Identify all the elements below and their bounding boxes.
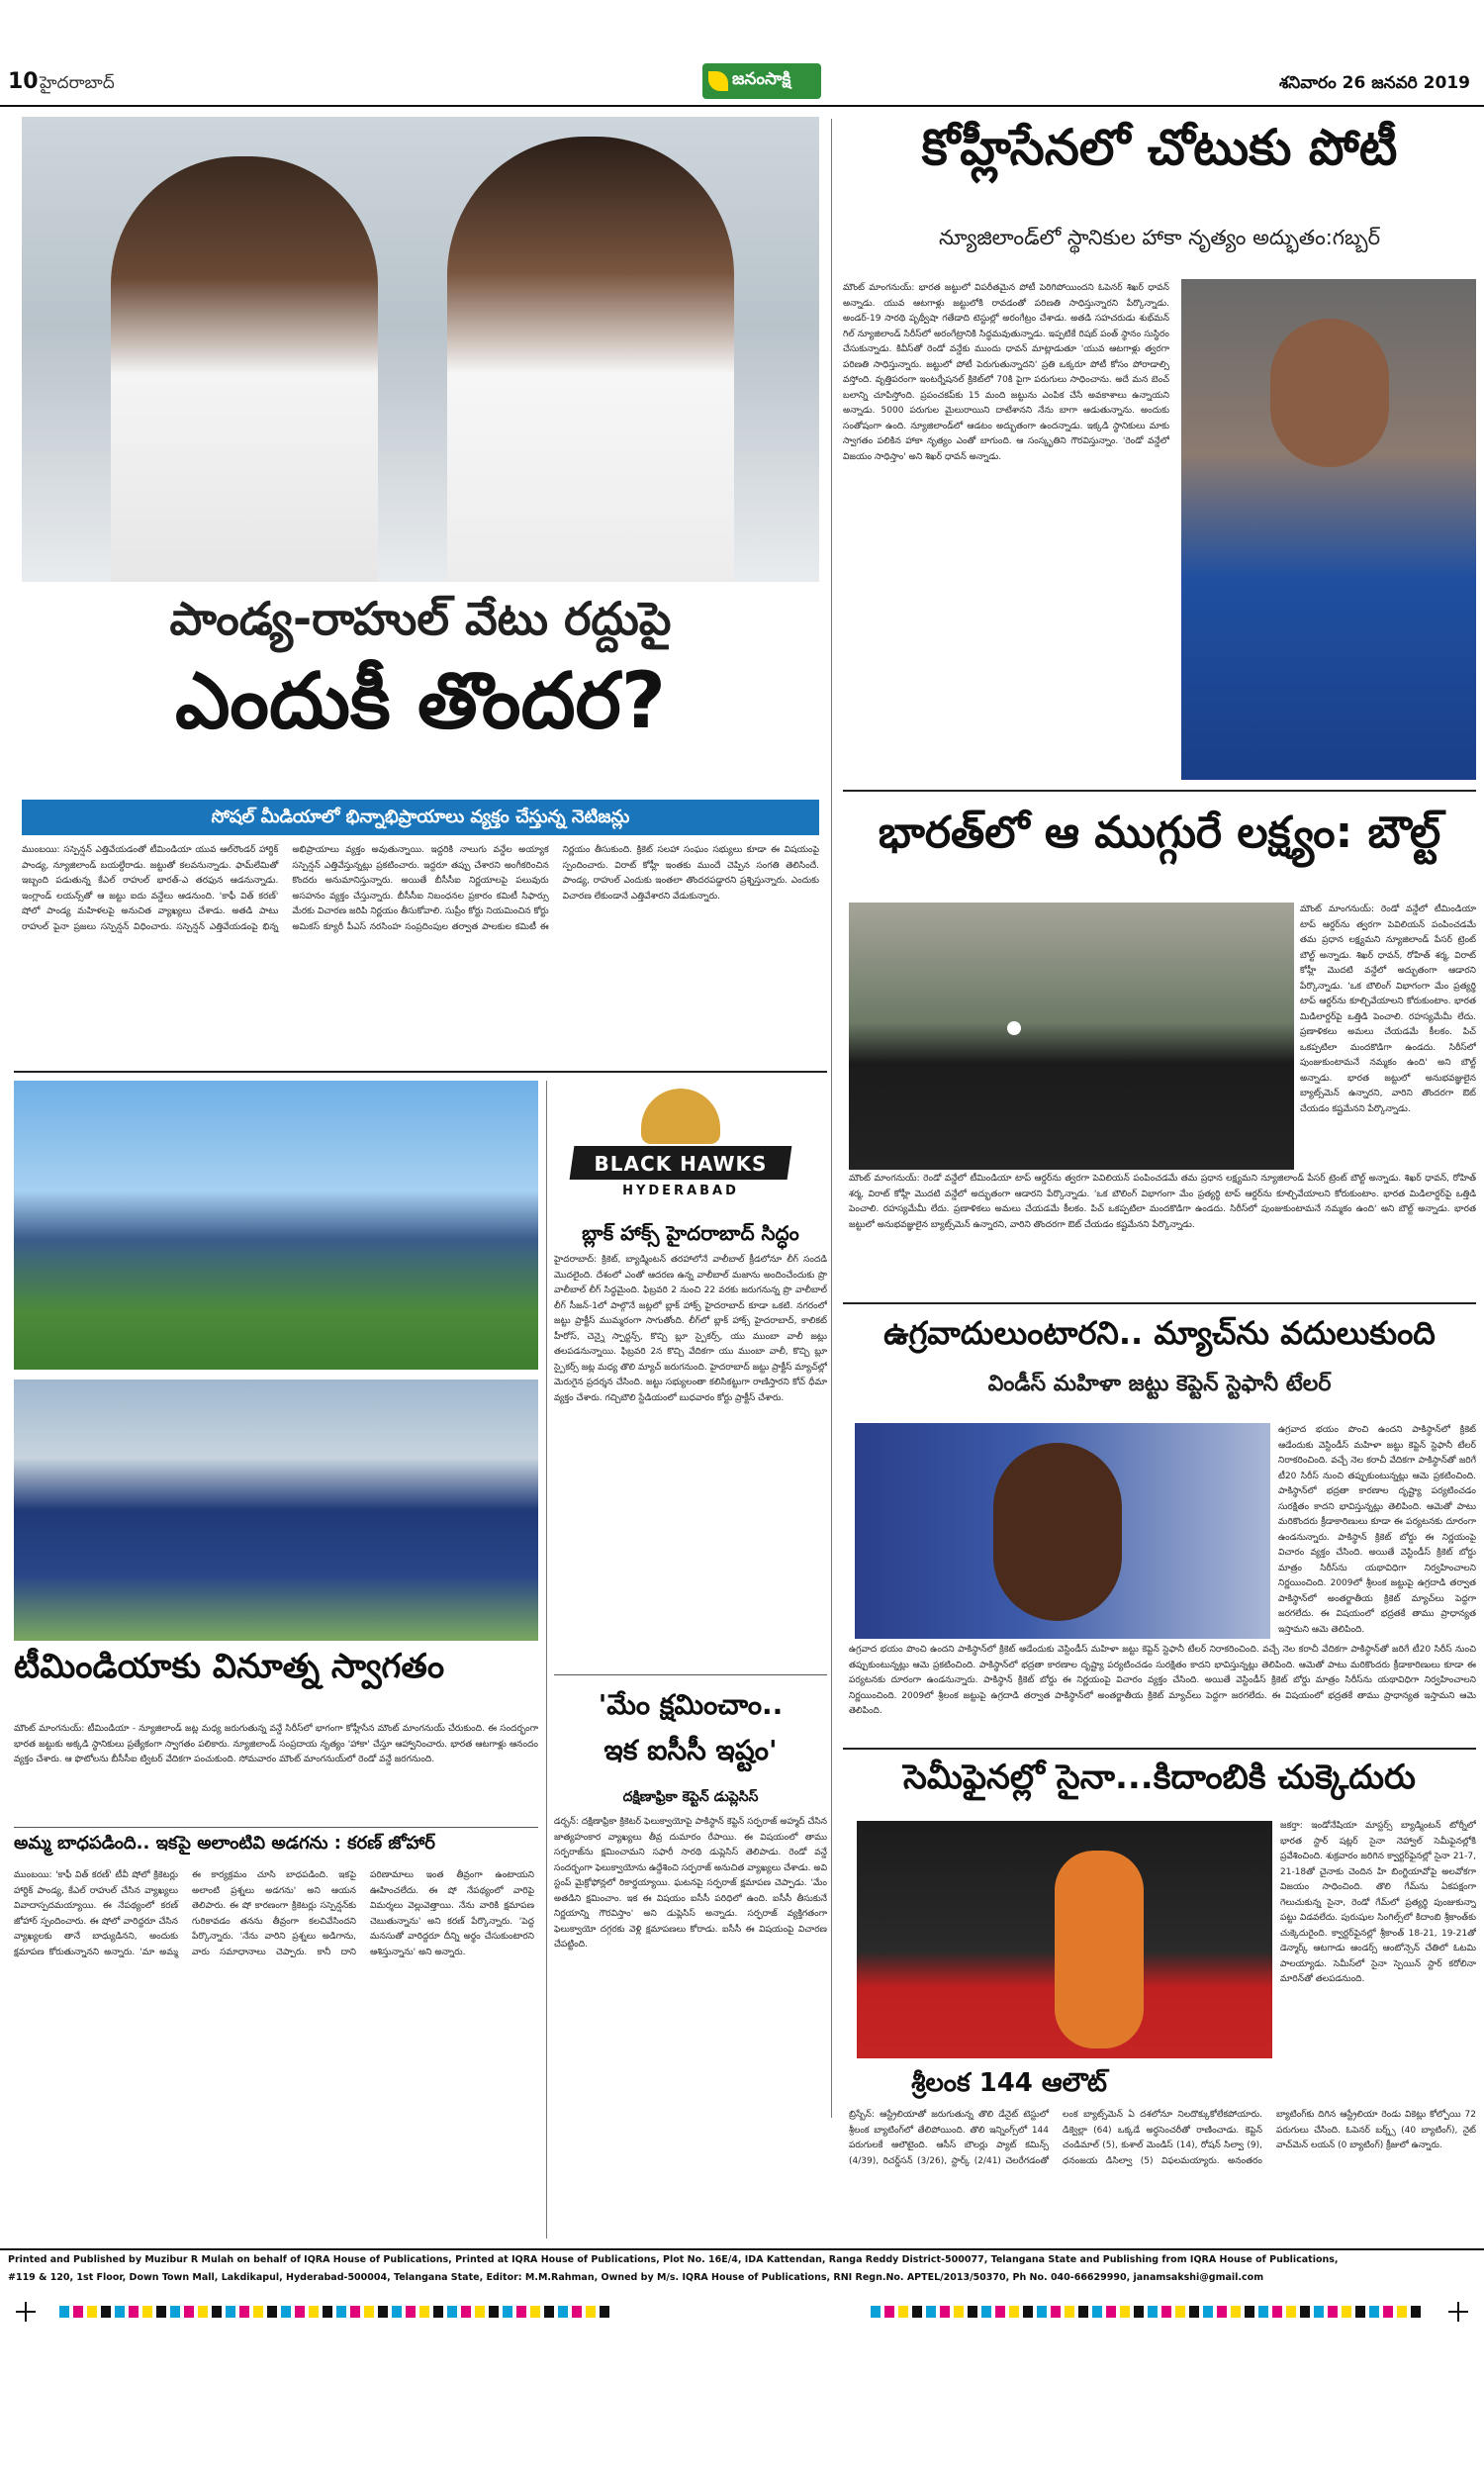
karan-headline: అమ్మ బాధపడింది.. ఇకపై అలాంటివి అడగను : కరణ్ జోహార్ — [14, 1833, 435, 1854]
srilanka-headline: శ్రీలంక 144 ఆలౌట్ — [911, 2068, 1107, 2098]
masthead-rule — [0, 105, 1484, 107]
rule-dhawan — [843, 790, 1476, 792]
boult-photo — [849, 903, 1294, 1170]
ball-icon — [1007, 1021, 1021, 1035]
crosshair-right-icon — [1448, 2302, 1468, 2322]
masthead-logo — [702, 63, 821, 99]
pandya-rahul-photo — [22, 117, 819, 582]
masthead-date: శనివారం 26 జనవరి 2019 — [1278, 73, 1470, 93]
black-hawks-body: హైదరాబాద్: క్రికెట్, బ్యాడ్మింటన్ తరహాలోనే వాలీబాల్ క్రీడలోనూ లీగ్ సందడి మొదలైంది. దేశంలో ఎంతో ఆదరణ ఉన్న వాలీబాల్ మజాను అందించేందుకు ప్రొ వాలీబాల్ లీగ్ సిద్ధమైంది. ఫిబ్రవరి 2 నుంచి 22 వరకు జరుగనున్న ప్రొ వాలీబాల్ లీగ్ సీజన్-1లో పాల్గొనే జట్లలో బ్లాక్ హాక్స్ హైదరాబాద్ కూడా ఒకటి. నగరంలో జట్టు ప్రాక్టీస్ ముమ్మరంగా సాగుతోంది. లీగ్‌లో బ్లాక్ హాక్స్ హైదరాబాద్, కాలికట్ హీరోస్, చెన్నై స్పార్టన్స్, కొచ్చి బ్లూ స్పైకర్స్, యు ముంబా వాలీ జట్లు తలపడనున్నాయి. ఫిబ్రవరి 2న కొచ్చి వేదికగా యు ముంబా వాలీ, కొచ్చి బ్లూ స్పైకర్స్ జట్ల మధ్య తొలి మ్యాచ్ జరుగనుంది. హైదరాబాద్ జట్టు ప్రాక్టీస్ మ్యాచ్‌ల్లో మెరుగైన ప్రదర్శన చేసింది. జట్టు సభ్యులంతా కలిసికట్టుగా రాణిస్తారని కోచ్ ధీమా వ్యక్తం చేశారు. గచ్చిబౌలి స్టేడియంలో బుధవారం కోర్టు ప్రాక్టీస్ చేశారు. — [554, 1255, 827, 1403]
person-left — [111, 156, 378, 582]
dhawan-headline: కోహ్లీసేనలో చోటుకు పోటీ — [921, 119, 1398, 176]
paper-name: జనంసాక్షి — [732, 69, 791, 89]
saina-figure — [1055, 1851, 1144, 2048]
srilanka-body: బ్రిస్బేన్: ఆస్ట్రేలియాతో జరుగుతున్న తొలి డేనైట్ టెస్టులో శ్రీలంక బ్యాటింగ్‌లో తేలిపోయింది. తొలి ఇన్నింగ్స్‌లో 144 పరుగులకే ఆలౌటైంది. ఆసీస్ బౌలర్లు ప్యాట్ కమిన్స్ (4/39), రిచర్డ్‌సన్ (3/26), స్టార్క్ (2/41) చెలరేగడంతో లంక బ్యాట్స్‌మెన్ ఏ దశలోనూ నిలదొక్కుకోలేకపోయారు. డిక్వెల్లా (64) ఒక్కడే అర్ధసెంచరీతో రాణించాడు. కెప్టెన్ చండిమాల్ (5), కుశాల్ మెండిస్ (14), రోషన్ సిల్వా (9), ధనంజయ డిసిల్వా (5) విఫలమయ్యారు. అనంతరం బ్యాటింగ్‌కు దిగిన ఆస్ట్రేలియా రెండు వికెట్లు కోల్పోయి 72 పరుగులు చేసింది. ఓపెనర్ బర్న్స్ (40 బ్యాటింగ్), నైట్ వాచ్‌మెన్ లయన్ (0 బ్యాటింగ్) క్రీజులో ఉన్నారు. — [849, 2110, 1476, 2166]
saina-photo — [857, 1821, 1272, 2058]
stafanie-body-bottom: ఉగ్రవాద భయం పొంచి ఉందని పాకిస్థాన్‌లో క్రికెట్ ఆడేందుకు వెస్టిండీస్ మహిళా జట్టు కెప్టెన్ స్టెఫానీ టేలర్ నిరాకరించింది. వచ్చే నెల కరాచీ వేదికగా పాకిస్థాన్‌తో జరిగే టీ20 సిరీస్ నుంచి తప్పుకుంటున్నట్లు ఆమె ప్రకటించింది. పాకిస్థాన్‌లో భద్రతా కారణాల దృష్ట్యా పర్యటించడం సురక్షితం కాదని భావిస్తున్నట్లు తెలిపింది. ఆమెతో పాటు మరికొందరు క్రీడాకారిణులు కూడా ఈ పర్యటనకు దూరంగా ఉండనున్నారు. పాకిస్థాన్ క్రికెట్ బోర్డు ఈ నిర్ణయంపై విచారం వ్యక్తం చేసింది. అయితే వెస్టిండీస్ క్రికెట్ బోర్డు మాత్రం సిరీస్‌ను యథావిధిగా నిర్వహించాలని నిర్ణయించింది. 2009లో శ్రీలంక జట్టుపై ఉగ్రదాడి తర్వాత పాకిస్థాన్‌లో అంతర్జాతీయ క్రికెట్ మ్యాచ్‌లు పెద్దగా జరగలేదు. ఈ విషయంలో భద్రతకే తాము ప్రాధాన్యత ఇస్తామని ఆమె తెలిపింది. — [849, 1645, 1476, 1716]
middle-divider — [546, 1081, 547, 2238]
boult-body-side: మౌంట్ మాంగనుయ్: రెండో వన్డేలో టీమిండియా టాప్ ఆర్డర్‌ను త్వరగా పెవిలియన్ పంపించడమే తమ ప్రధాన లక్ష్యమని న్యూజిలాండ్ పేసర్ ట్రెంట్ బౌల్ట్ అన్నాడు. శిఖర్ ధావన్, రోహిత్ శర్మ, విరాట్ కోహ్లీ మొదటి వన్డేలో అద్భుతంగా ఆడారని పేర్కొన్నాడు. 'ఒక బౌలింగ్ విభాగంగా మేం ప్రత్యర్థి టాప్ ఆర్డర్‌ను కూల్చివేయాలని కోరుకుంటాం. భారత మిడిలార్డర్‌పై ఒత్తిడి పెంచాలి. రహస్యమేమీ లేదు. ప్రణాళికలు అమలు చేయడమే కీలకం. పిచ్ ఒకప్పటిలా మందకొడిగా ఉండదు. సిరీస్‌లో పుంజుకుంటామనే నమ్మకం ఉంది' అని బౌల్ట్ అన్నాడు. భారత జట్టులో అనుభవజ్ఞులైన బ్యాట్స్‌మెన్ ఉన్నారని, వారిని తొందరగా ఔట్ చేయడం కష్టమేనని పేర్కొన్నాడు. — [1300, 904, 1476, 1114]
masthead-city: హైదరాబాద్ — [40, 73, 115, 93]
pandya-headline-line2: ఎందుకీ తొందర? — [174, 657, 667, 746]
stafanie-subhead: విండీస్ మహిళా జట్టు కెప్టెన్ స్టెఫానీ టేలర్ — [987, 1372, 1332, 1396]
logo-text: BLACK HAWKS — [594, 1152, 768, 1176]
haka-photo — [14, 1081, 538, 1370]
rule-hawks — [554, 1674, 827, 1675]
person-right — [447, 137, 734, 582]
dhawan-head — [1270, 319, 1389, 467]
footer-imprint-2: #119 & 120, 1st Floor, Down Town Mall, Lakdikapul, Hyderabad-500004, Telangana State, Editor: M.M.Rahman, Owned by M/s. IQRA House of Publications, RNI Regn.No. APTEL/2013/50370, Ph No. 040-66629990, janamsakshi@gmail.com — [8, 2272, 1264, 2283]
rule-haka — [14, 1827, 538, 1828]
pandya-body: ముంబయి: సస్పెన్షన్ ఎత్తివేయడంతో టీమిండియా యువ ఆల్‌రౌండర్ హార్దిక్ పాండ్య, న్యూజిలాండ్ బయల్దేరాడు. జట్టుతో కలవనున్నాడు. ఫామ్‌లేమితో ఇబ్బంది పడుతున్న కేఎల్ రాహుల్ భారత్-ఎ తరఫున ఆడనున్నాడు. ఇంగ్లాండ్ లయన్స్‌తో ఆ జట్టు ఐదు వన్డేలు ఆడనుంది. 'కాఫీ విత్ కరణ్' షోలో పాండ్య మహిళలపై అనుచిత వ్యాఖ్యలు చేశాడు. అతడి పాటు రాహుల్ పైనా ప్రజలు సస్పెన్షన్ విధించారు. సస్పెన్షన్ ఎత్తివేయడంపై భిన్న అభిప్రాయాలు వ్యక్తం అవుతున్నాయి. ఇద్దరికి నాలుగు వన్డేల అయ్యాక సస్పెన్షన్ ఎత్తివేస్తున్నట్లు ప్రకటించారు. ఇద్దరూ తప్పు చేశారని అంగీకరించిన కొందరు అనుమానిస్తున్నారు. అయితే బీసీసీఐ నిర్ణయాలపై పలువురు అసహనం వ్యక్తం చేస్తున్నారు. బీసీసీఐ నిబంధనల ప్రకారం కమిటీ సిఫార్సు మేరకు విచారణ జరిపి నిర్ణయం తీసుకోవాలి. సుప్రీం కోర్టు నియమించిన కోర్టు అమికస్ క్యూరీ పీఎస్ నరసింహ సంప్రదింపుల తర్వాత పాలకుల కమిటీ ఈ నిర్ణయం తీసుకుంది. క్రికెట్ సలహా సంఘం సభ్యులు కూడా ఈ విషయంపై స్పందించారు. విరాట్ కోహ్లీ ఇంతకు ముందే చెప్పిన సంగతి తెలిసిందే. పాండ్య, రాహుల్ ఎందుకు ఇంతలా తొందరపడ్డారని ప్రశ్నిస్తున్నారు. ఎందుకు విచారణ లేకుండానే ఎత్తివేశారని వేడుకున్నారు. — [22, 845, 819, 932]
masthead — [0, 61, 1484, 109]
footer-imprint-1: Printed and Published by Muzibur R Mulah on behalf of IQRA House of Publications, Printed at IQRA House of Publications, Plot No. 16E/4, IDA Kattendan, Ranga Reddy District-500077, Telangana State and Publishing from IQRA House of Publications, — [8, 2254, 1339, 2265]
duplessis-subhead: దక్షిణాఫ్రికా కెప్టెన్ డుప్లెసిస్ — [622, 1789, 759, 1805]
color-dots-right — [871, 2306, 1425, 2318]
footer-rule — [0, 2248, 1484, 2250]
dhawan-body: మౌంట్ మాంగనుయ్: భారత జట్టులో విపరీతమైన పోటీ పెరిగిపోయిందని ఓపెనర్ శిఖర్ ధావన్ అన్నాడు. యువ ఆటగాళ్లు జట్టులోకి రావడంతో పరిణతి సాధిస్తున్నారని పేర్కొన్నాడు. అండర్-19 సారథి పృథ్వీషా గతేడాది టెస్టుల్లో అరంగేట్రం చేశాడు. అతడి సహచరుడు శుభ్‌మన్ గిల్ న్యూజిలాండ్ సిరీస్‌లో అరంగేట్రానికి సిద్ధమవుతున్నాడు. ఇప్పటికే రిషబ్ పంత్ స్థానం సుస్థిరం చేసుకున్నాడు. కివీస్‌తో రెండో వన్డేకు ముందు ధావన్ మాట్లాడుతూ 'యువ ఆటగాళ్లు త్వరగా పరిణతి సాధిస్తున్నారు. జట్టులో పోటీ పెరుగుతున్నాదని' ప్రతి ఒక్కరూ పోటీ కోసం పోరాడాల్సి వస్తోంది. వృత్తిపరంగా ఇంటర్నేషనల్ క్రికెట్‌లో 70కి పైగా పరుగులు సాధించాను. అదే మన బెంచ్ బలాన్ని చూపిస్తోంది. ప్రపంచకప్‌కు 15 మంది జట్టును ఎంపిక చేసే అవకాశాలు ఉన్నాయని అన్నాడు. 5000 పరుగుల మైలురాయిని దాటేశానని నేను బాగా ఆడుతున్నాను. అందుకు సంతోషంగా ఉంది. న్యూజిలాండ్‌లో ఆడటం అద్భుతంగా ఉందన్నాడు. ఇక్కడి స్థానికులు మాకు స్వాగతం పలికిన హాకా నృత్యం ఎంతో బాగుంది. ఆ సంస్కృతిని గౌరవిస్తున్నాం. 'రెండో వన్డేలో విజయం సాధిస్తాం' అని శిఖర్ ధావన్ అన్నాడు. — [843, 283, 1169, 462]
column-divider — [831, 119, 832, 2118]
duplessis-headline-line2: ఇక ఐసీసీ ఇష్టం' — [603, 1734, 778, 1766]
boult-body-bottom: మౌంట్ మాంగనుయ్: రెండో వన్డేలో టీమిండియా టాప్ ఆర్డర్‌ను త్వరగా పెవిలియన్ పంపించడమే తమ ప్రధాన లక్ష్యమని న్యూజిలాండ్ పేసర్ ట్రెంట్ బౌల్ట్ అన్నాడు. శిఖర్ ధావన్, రోహిత్ శర్మ, విరాట్ కోహ్లీ మొదటి వన్డేలో అద్భుతంగా ఆడారని పేర్కొన్నాడు. 'ఒక బౌలింగ్ విభాగంగా మేం ప్రత్యర్థి టాప్ ఆర్డర్‌ను కూల్చివేయాలని కోరుకుంటాం. భారత మిడిలార్డర్‌పై ఒత్తిడి పెంచాలి. రహస్యమేమీ లేదు. ప్రణాళికలు అమలు చేయడమే కీలకం. పిచ్ ఒకప్పటిలా మందకొడిగా ఉండదు. సిరీస్‌లో పుంజుకుంటామనే నమ్మకం ఉంది' అని బౌల్ట్ అన్నాడు. భారత జట్టులో అనుభవజ్ఞులైన బ్యాట్స్‌మెన్ ఉన్నారని, వారిని తొందరగా ఔట్ చేయడం కష్టమేనని పేర్కొన్నాడు. — [849, 1174, 1476, 1230]
black-hawks-logo — [562, 1085, 799, 1213]
stafanie-body-side: ఉగ్రవాద భయం పొంచి ఉందని పాకిస్థాన్‌లో క్రికెట్ ఆడేందుకు వెస్టిండీస్ మహిళా జట్టు కెప్టెన్ స్టెఫానీ టేలర్ నిరాకరించింది. వచ్చే నెల కరాచీ వేదికగా పాకిస్థాన్‌తో జరిగే టీ20 సిరీస్ నుంచి తప్పుకుంటున్నట్లు ఆమె ప్రకటించింది. పాకిస్థాన్‌లో భద్రతా కారణాల దృష్ట్యా పర్యటించడం సురక్షితం కాదని భావిస్తున్నట్లు తెలిపింది. ఆమెతో పాటు మరికొందరు క్రీడాకారిణులు కూడా ఈ పర్యటనకు దూరంగా ఉండనున్నారు. పాకిస్థాన్ క్రికెట్ బోర్డు ఈ నిర్ణయంపై విచారం వ్యక్తం చేసింది. అయితే వెస్టిండీస్ క్రికెట్ బోర్డు మాత్రం సిరీస్‌ను యథావిధిగా నిర్వహించాలని నిర్ణయించింది. 2009లో శ్రీలంక జట్టుపై ఉగ్రదాడి తర్వాత పాకిస్థాన్‌లో అంతర్జాతీయ క్రికెట్ మ్యాచ్‌లు పెద్దగా జరగలేదు. ఈ విషయంలో భద్రతకే తాము ప్రాధాన్యత ఇస్తామని ఆమె తెలిపింది. — [1278, 1425, 1476, 1635]
leaf-icon — [708, 71, 728, 91]
haka-headline: టీమిండియాకు వినూత్న స్వాగతం — [14, 1647, 445, 1686]
crosshair-left-icon — [16, 2302, 36, 2322]
rule-boult — [843, 1302, 1476, 1304]
haka-body: మౌంట్ మాంగనుయ్: టీమిండియా - న్యూజిలాండ్ జట్ల మధ్య జరుగుతున్న వన్డే సిరీస్‌లో భాగంగా కోహ్లీసేన మౌంట్ మాంగనుయ్ చేరుకుంది. ఈ సందర్భంగా భారత జట్టుకు అక్కడి స్థానికులు ప్రత్యేకంగా స్వాగతం పలికారు. న్యూజిలాండ్ సంప్రదాయ నృత్యం 'హాకా' చేస్తూ ఆహ్వానించారు. భారత ఆటగాళ్లు ఆనందం వ్యక్తం చేశారు. ఆ ఫొటోలను బీసీసీఐ ట్విటర్ వేదికగా పంచుకుంది. సోమవారం మౌంట్ మాంగనుయ్‌లో రెండో వన్డే జరగనుంది. — [14, 1724, 538, 1764]
rule-stafanie — [843, 1748, 1476, 1750]
dhawan-subhead: న్యూజిలాండ్‌లో స్థానికుల హాకా నృత్యం అద్భుతం:గబ్బర్ — [938, 226, 1381, 249]
pandya-subhead-banner — [22, 800, 819, 835]
color-dots-left — [59, 2306, 613, 2318]
stafanie-headline: ఉగ్రవాదులుంటారని.. మ్యాచ్‌ను వదులుకుంది — [883, 1314, 1436, 1352]
rule-pandya — [14, 1071, 827, 1073]
team-greeting-photo — [14, 1380, 538, 1641]
registration-strip — [0, 2302, 1484, 2322]
boult-headline: భారత్‌లో ఆ ముగ్గురే లక్ష్యం: బౌల్ట్ — [878, 808, 1441, 858]
saina-headline: సెమీఫైనల్లో సైనా...కిదాంబికి చుక్కెదురు — [903, 1758, 1416, 1797]
hawk-icon — [641, 1089, 720, 1144]
duplessis-headline-line1: 'మేం క్షమించాం.. — [598, 1688, 784, 1721]
karan-body: ముంబయి: 'కాఫీ విత్ కరణ్' టీవీ షోలో క్రికెటర్లు హార్దిక్ పాండ్య, కేఎల్ రాహుల్ చేసిన వ్యాఖ్యలు వివాదాస్పదమయ్యాయి. ఈ నేపథ్యంలో కరణ్ జోహార్ స్పందించారు. ఈ షోలో వారిద్దరూ చేసిన వ్యాఖ్యలకు తానే బాధ్యుడినని, అందుకు క్షమాపణ కోరుతున్నానని అన్నారు. 'మా అమ్మ ఈ కార్యక్రమం చూసి బాధపడింది. ఇకపై అలాంటి ప్రశ్నలు అడగను' అని ఆయన తెలిపారు. ఈ షో కారణంగా క్రికెటర్లు సస్పెన్షన్‌కు గురికావడం తనను తీవ్రంగా కలచివేసిందని పేర్కొన్నారు. 'నేను వారిని ప్రశ్నలు అడిగాను, వారు సమాధానాలు చెప్పారు. కానీ దాని పరిణామాలు ఇంత తీవ్రంగా ఉంటాయని ఊహించలేదు. ఈ షో నేపథ్యంలో వారిపై విమర్శలు వెల్లువెత్తాయి. నేను వారికి క్షమాపణ చెబుతున్నాను' అని కరణ్ పేర్కొన్నారు. 'పెద్ద మనసుతో వారిద్దరూ దీన్ని అర్థం చేసుకుంటారని ఆశిస్తున్నాను' అని అన్నారు. — [14, 1870, 534, 1957]
black-hawks-headline: బ్లాక్ హాక్స్ హైదరాబాద్ సిద్ధం — [582, 1221, 799, 1245]
dhawan-photo — [1181, 279, 1476, 780]
pandya-subhead: సోషల్ మీడియాలో భిన్నాభిప్రాయాలు వ్యక్తం చేస్తున్న నెటిజన్లు — [211, 807, 630, 827]
page-number: 10 — [8, 69, 39, 94]
stafanie-photo — [855, 1423, 1270, 1639]
duplessis-body: డర్బన్: దక్షిణాఫ్రికా క్రికెటర్ ఫెలుక్వాయోపై పాకిస్థాన్ కెప్టెన్ సర్ఫరాజ్ అహ్మద్ చేసిన జాత్యహంకార వ్యాఖ్యలు తీవ్ర దుమారం రేపాయి. ఈ విషయంలో తాము సర్ఫరాజ్‌ను క్షమించామని సఫారీ సారథి డుప్లెసిస్ తెలిపాడు. రెండో వన్డే సందర్భంగా ఫెలుక్వాయోను ఉద్దేశించి సర్ఫరాజ్ అనుచిత వ్యాఖ్యలు చేశాడు. అవి స్టంప్ మైక్రోఫోన్లలో రికార్డయ్యాయి. ఘటనపై సర్ఫరాజ్ క్షమాపణ చెప్పాడు. 'మేం అతడిని క్షమించాం. ఇక ఈ విషయం ఐసీసీ పరిధిలో ఉంది. ఐసీసీ తీసుకునే నిర్ణయాన్ని గౌరవిస్తాం' అని డుప్లెసిస్ అన్నాడు. సర్ఫరాజ్ వ్యక్తిగతంగా ఫెలుక్వాయో దగ్గరకు వెళ్లి క్షమాపణలు కోరాడు. ఐసీసీ ఈ విషయంపై విచారణ చేపట్టింది. — [554, 1817, 827, 1950]
logo-sub: HYDERABAD — [622, 1184, 739, 1198]
pandya-headline-line1: పాండ్య-రాహుల్ వేటు రద్దుపై — [169, 592, 672, 645]
saina-body: జకర్తా: ఇండోనేషియా మాస్టర్స్ బ్యాడ్మింటన్ టోర్నీలో భారత స్టార్ షట్లర్ సైనా నెహ్వాల్ సెమీఫైనల్లోకి ప్రవేశించింది. శుక్రవారం జరిగిన క్వార్టర్‌ఫైనల్లో సైనా 21-7, 21-18తో చైనాకు చెందిన హి బింగ్జియావోపై అలవోకగా విజయం సాధించింది. తొలి గేమ్‌ను ఏకపక్షంగా గెలుచుకున్న సైనా, రెండో గేమ్‌లో ప్రత్యర్థి పుంజుకున్నా పట్టు విడవలేదు. పురుషుల సింగిల్స్‌లో కిదాంబి శ్రీకాంత్‌కు చుక్కెదురైంది. క్వార్టర్‌ఫైనల్లో శ్రీకాంత్ 18-21, 19-21తో డెన్మార్క్ ఆటగాడు ఆండర్స్ ఆంటోన్సెన్ చేతిలో ఓటమి పాలయ్యాడు. సెమీస్‌లో సైనా స్పెయిన్ స్టార్ కరోలినా మారిన్‌తో తలపడనుంది. — [1280, 1821, 1476, 1984]
stafanie-face — [993, 1443, 1122, 1621]
